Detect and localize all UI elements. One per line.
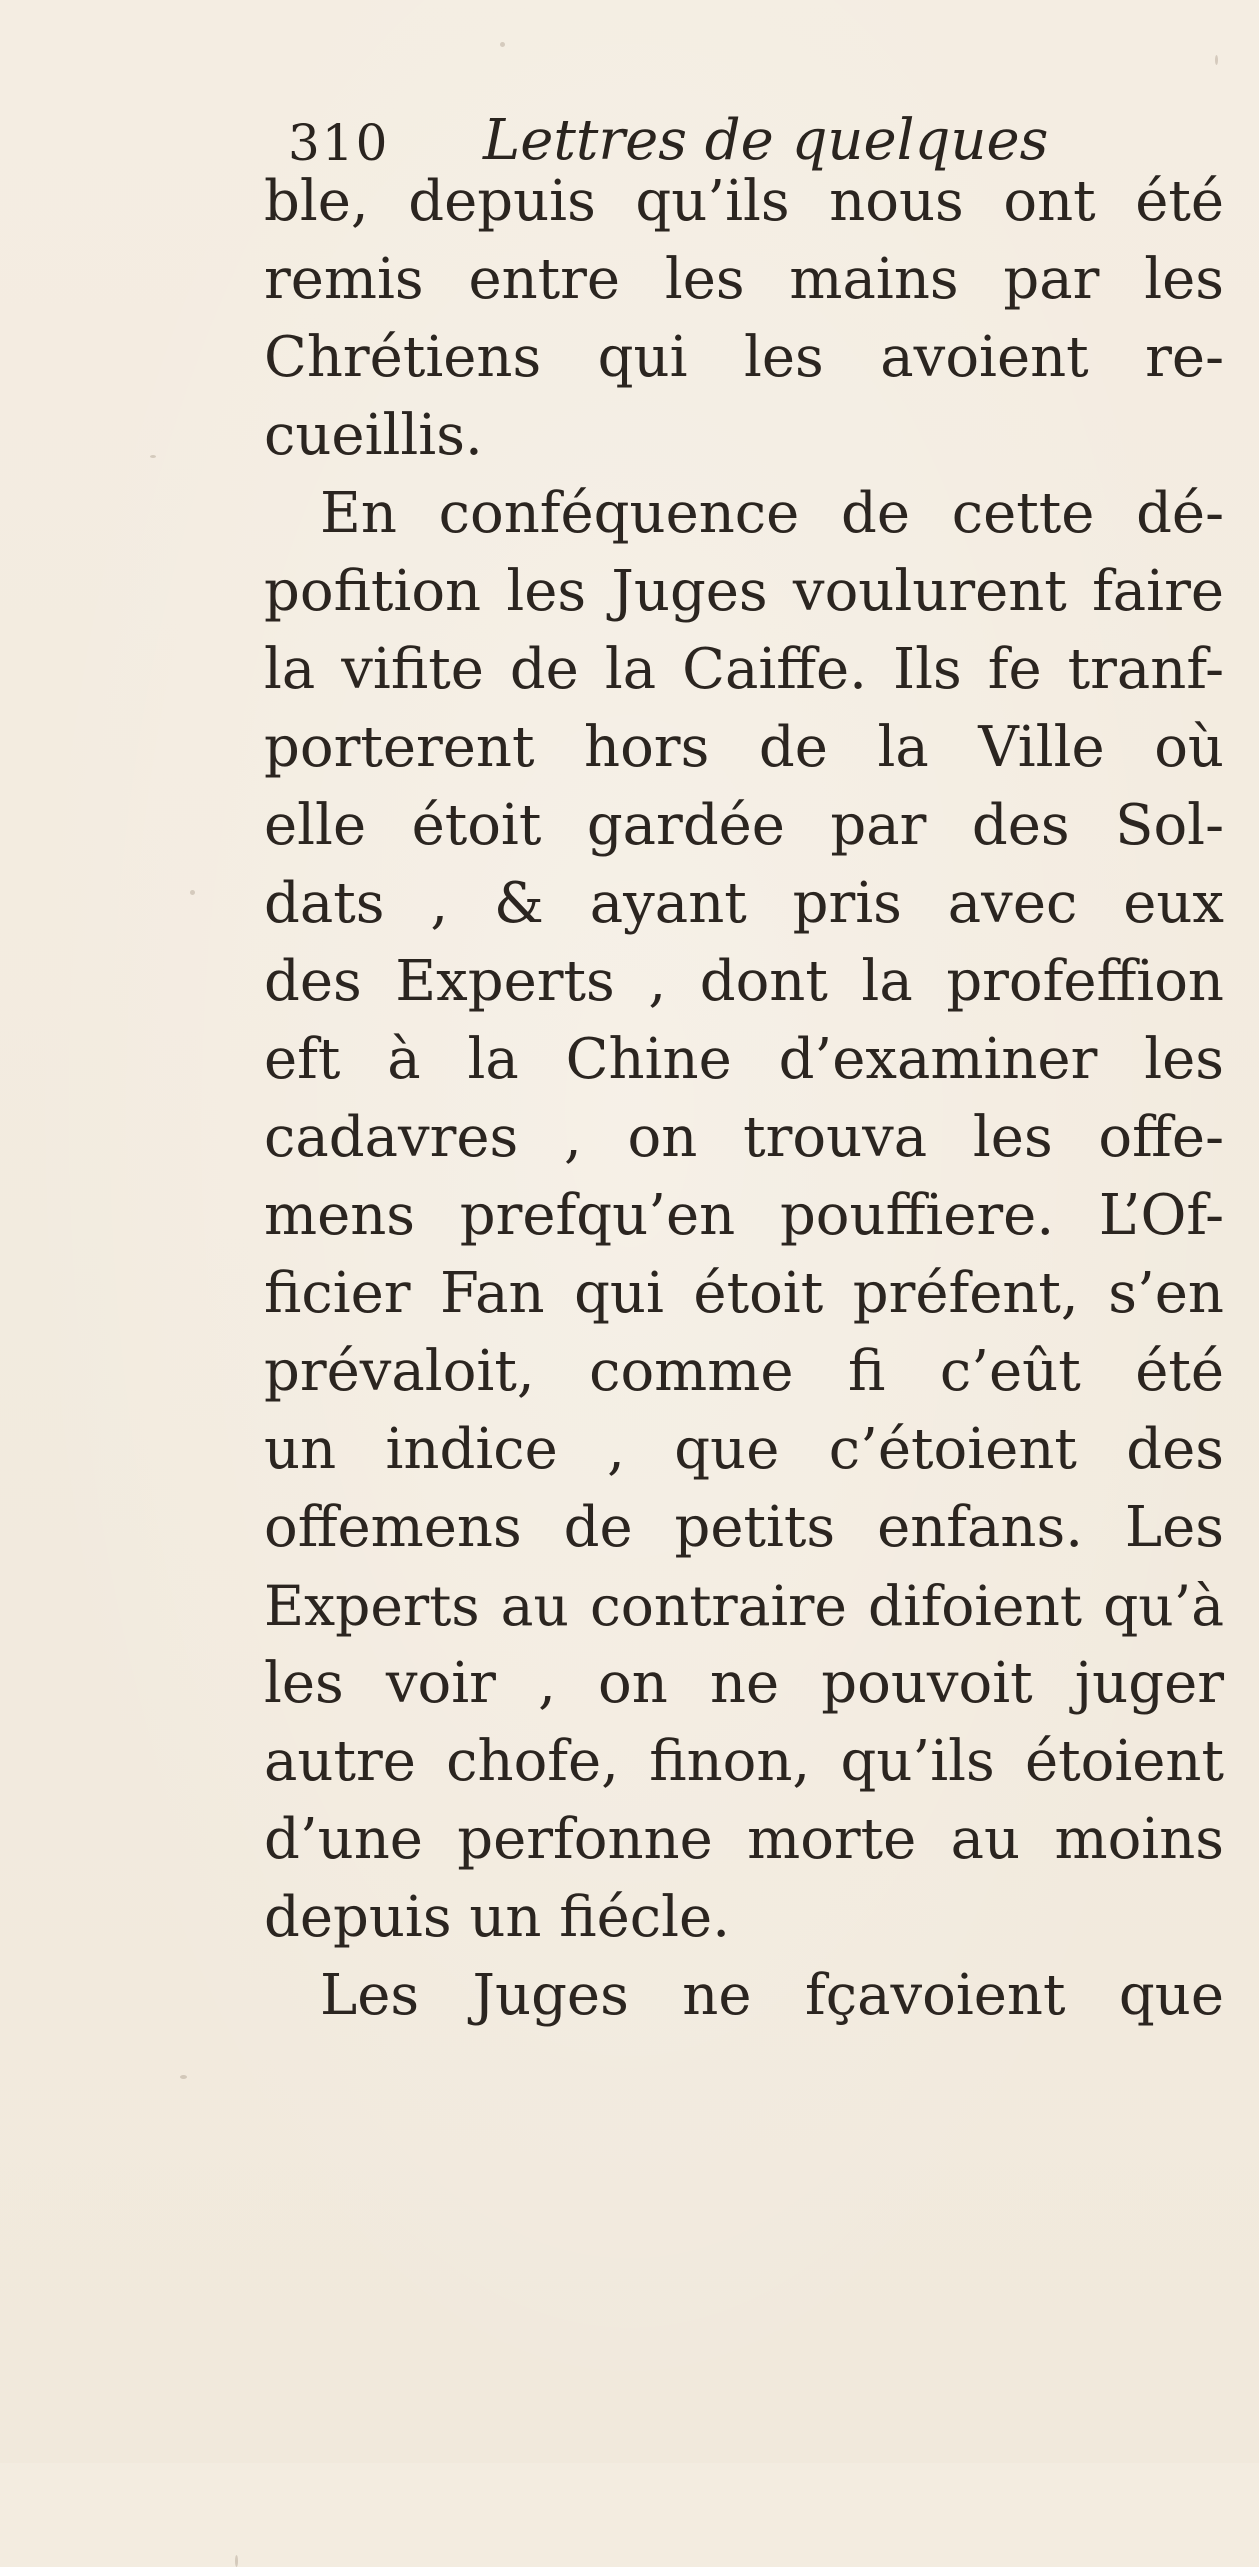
text-line: pofition les Juges voulurent faire — [264, 559, 1224, 624]
ink-speck — [235, 2555, 238, 2567]
text-line: la vifite de la Caiffe. Ils fe tranf- — [264, 637, 1224, 702]
text-line: Chrétiens qui les avoient re- — [264, 325, 1224, 390]
text-line: ble, depuis qu’ils nous ont été — [264, 169, 1224, 234]
text-line: les voir , on ne pouvoit juger — [264, 1651, 1224, 1716]
paragraph-first-line: En conféquence de cette dé- — [320, 481, 1224, 546]
ink-speck — [1215, 55, 1218, 65]
running-title: Lettres de quelques — [483, 108, 1049, 173]
text-line: cadavres , on trouva les offe- — [264, 1105, 1224, 1170]
ink-speck — [190, 890, 195, 895]
text-line: depuis un fiécle. — [264, 1885, 730, 1950]
ink-speck — [500, 42, 505, 47]
text-line: porterent hors de la Ville où — [264, 715, 1224, 780]
text-line: un indice , que c’étoient des — [264, 1417, 1224, 1482]
text-line: des Experts , dont la profeffion — [264, 949, 1224, 1014]
text-line: mens prefqu’en pouffiere. L’Of- — [264, 1183, 1224, 1248]
text-line: dats , & ayant pris avec eux — [264, 871, 1224, 936]
paragraph-first-line: Les Juges ne fçavoient que — [320, 1963, 1224, 2028]
ink-speck — [150, 455, 156, 458]
text-line: autre chofe, finon, qu’ils étoient — [264, 1729, 1224, 1794]
text-line: elle étoit gardée par des Sol- — [264, 793, 1224, 858]
text-line: eft à la Chine d’examiner les — [264, 1027, 1224, 1092]
text-line: prévaloit, comme fi c’eût été — [264, 1339, 1224, 1404]
ink-speck — [180, 2075, 187, 2079]
text-line: d’une perfonne morte au moins — [264, 1807, 1224, 1872]
text-line: offemens de petits enfans. Les — [264, 1495, 1224, 1560]
text-line: ficier Fan qui étoit préfent, s’en — [264, 1261, 1224, 1326]
page-number: 310 — [288, 114, 390, 172]
text-line: cueillis. — [264, 403, 483, 468]
text-line: remis entre les mains par les — [264, 247, 1224, 312]
text-line: Experts au contraire difoient qu’à — [264, 1574, 1224, 1638]
